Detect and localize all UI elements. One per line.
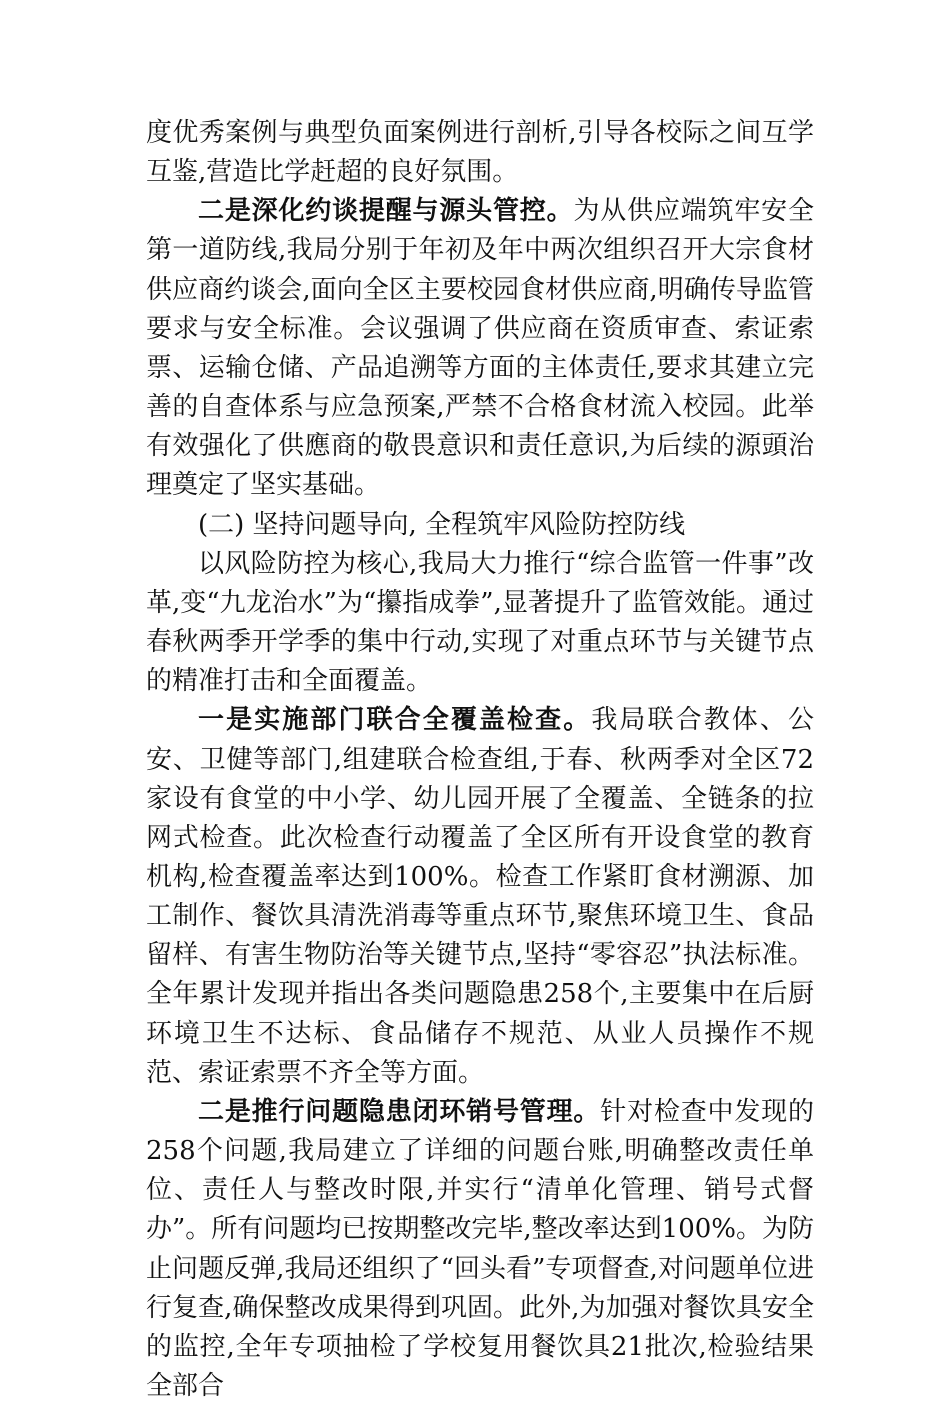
paragraph-supplier-interviews [146, 192, 814, 505]
paragraph-joint-inspection [146, 701, 814, 1093]
section-heading [146, 506, 814, 545]
paragraph-lead: 二是推行问题隐患闭环销号管理。 [198, 1096, 601, 1127]
document-body [146, 114, 814, 1406]
paragraph-continuation [146, 114, 814, 192]
paragraph-text: 以风险防控为核心,我局大力推行“综合监管一件事”改革,变“九龙治水”为“攥指成拳”,显著提升了监管效能。通过春秋两季开学季的集中行动,实现了对重点环节与关键节点的精准打击和全面覆盖。 [146, 548, 814, 697]
paragraph-text: 为从供应端筑牢安全第一道防线,我局分别于年初及年中两次组织召开大宗食材供应商约谈会,面向全区主要校园食材供应商,明确传导监管要求与安全标准。会议强调了供应商在资质审查、索证索票、运输仓储、产品追溯等方面的主体责任,要求其建立完善的自查体系与应急预案,严禁不合格食材流入校园。此举有效强化了供應商的敬畏意识和责任意识,为后续的源頭治理奠定了坚实基础。 [146, 196, 814, 501]
paragraph-text: 针对检查中发现的258个问题,我局建立了详细的问题台账,明确整改责任单位、责任人与整改时限,并实行“清单化管理、销号式督办”。所有问题均已按期整改完毕,整改率达到100%。为防止问题反弹,我局还组织了“回头看”专项督查,对问题单位进行复查,确保整改成果得到巩固。此外,为加强对餐饮具安全的监控,全年专项抽检了学校复用餐饮具21批次,检验结果全部合 [146, 1096, 814, 1401]
paragraph-text: 我局联合教体、公安、卫健等部门,组建联合检查组,于春、秋两季对全区72家设有食堂的中小学、幼儿园开展了全覆盖、全链条的拉网式检查。此次检查行动覆盖了全区所有开设食堂的教育机构,检查覆盖率达到100%。检查工作紧盯食材溯源、加工制作、餐饮具清洗消毒等重点环节,聚焦环境卫生、食品留样、有害生物防治等关键节点,坚持“零容忍”执法标准。全年累计发现并指出各类问题隐患258个,主要集中在后厨环境卫生不达标、食品储存不规范、从业人员操作不规范、索证索票不齐全等方面。 [146, 705, 814, 1088]
paragraph-closed-loop [146, 1093, 814, 1406]
section-heading-text: (二) 坚持问题导向, 全程筑牢风险防控防线 [198, 509, 686, 540]
paragraph-text: 度优秀案例与典型负面案例进行剖析,引导各校际之间互学互鉴,营造比学赶超的良好氛围。 [146, 118, 814, 188]
paragraph-lead: 一是实施部门联合全覆盖检查。 [198, 705, 592, 736]
paragraph-lead: 二是深化约谈提醒与源头管控。 [198, 196, 574, 227]
paragraph-risk-control [146, 545, 814, 702]
